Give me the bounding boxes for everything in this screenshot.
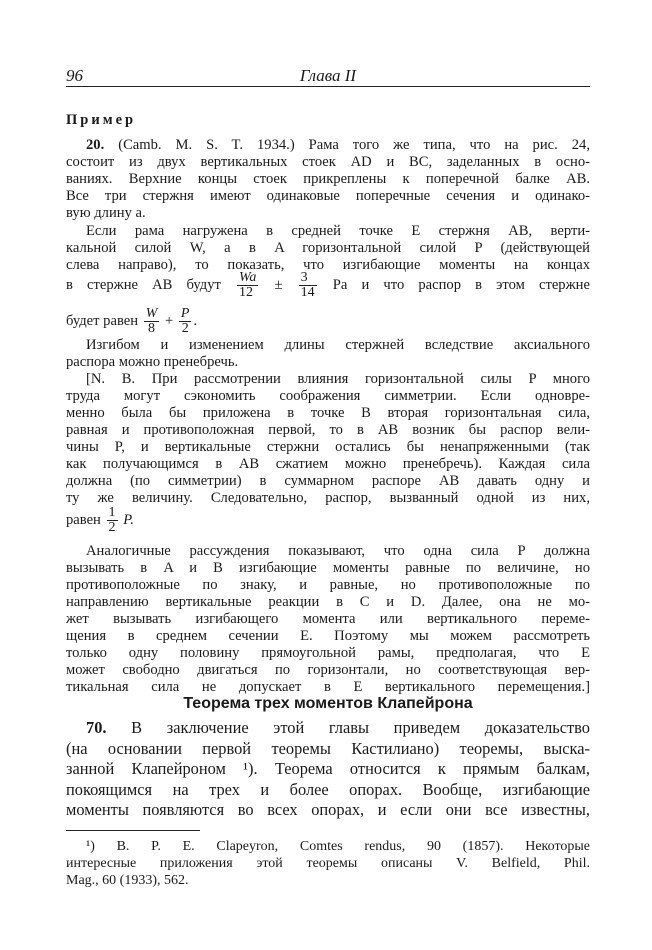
moment-prefix: в стержне AB будут <box>66 277 221 293</box>
fraction-1-2: $\frac{1}{2}$ <box>108 505 116 536</box>
analog-line: противоположные по знаку, и равные, но противоположные по <box>66 577 590 593</box>
header-rule <box>66 86 590 87</box>
problem-line: 20. (Camb. M. S. T. 1934.) Рама того же типа, что на рис. 24, <box>86 137 590 153</box>
page-number: 96 <box>66 66 83 85</box>
section-number: 70. <box>86 718 107 737</box>
section-line: моменты появляются во всех опорах, и если они все известны, <box>66 800 590 819</box>
neglect-line: распора можно пренебречь. <box>66 354 239 370</box>
fraction-wa-12: $\frac{Wa}{12}$ <box>239 270 257 301</box>
footnote-line: ¹) B. P. E. Clapeyron, Comtes rendus, 90 (1857). Некоторые <box>86 839 590 854</box>
section-line: покоящимся на трех и более опорах. Вообще, изгибающие <box>66 779 590 799</box>
nb-line: равная и противоположная первой, то в AB возник бы распор вели- <box>66 422 590 438</box>
nb-line: чины P, и вертикальные стержни остались бы ненапряженными (так <box>66 439 590 455</box>
thrust-formula-line: будет равен $\frac{W}{8}$ + $\frac{P}{2}$ . <box>66 306 198 337</box>
nb-line: труда могут сэкономить соображения симметрии. Если одновре- <box>66 388 590 404</box>
footnote-rule <box>66 830 200 831</box>
problem-line: ваниях. Верхние концы стоек прикреплены к поперечной балке AB. <box>66 171 590 187</box>
running-header <box>66 62 590 88</box>
analog-line: направлению вертикальные реакции в C и D. Далее, она не мо- <box>66 594 590 610</box>
analog-line: Аналогичные рассуждения показывают, что одна сила P должна <box>86 543 590 559</box>
problem-line: состоит из двух вертикальных стоек AD и BC, заделанных в осно- <box>66 154 590 170</box>
analog-line: щения в среднем сечении E. Поэтому мы можем рассмотреть <box>66 628 590 644</box>
half-suffix: P. <box>123 512 134 528</box>
page <box>66 62 590 88</box>
moment-formula-line <box>66 270 590 300</box>
neglect-line: Изгибом и изменением длины стержней вследствие аксиального <box>86 337 590 353</box>
section-line: 70. В заключение этой главы приведем доказательство <box>86 718 590 737</box>
nb-line: должна (по симметрии) в суммарном распоре AB давать одну и <box>66 473 590 489</box>
example-label: Пример <box>66 112 137 128</box>
problem-number: 20. <box>86 137 105 153</box>
analog-paragraph <box>66 543 590 696</box>
section-heading: Теорема трех моментов Клапейрона <box>183 695 473 712</box>
analog-line: жет вызывать изгибающего момента или вертикального переме- <box>66 611 590 627</box>
load-paragraph <box>66 223 590 274</box>
section-body <box>66 718 590 821</box>
footnote-line: интересные приложения этой теоремы описаны V. Belfield, Phil. <box>66 856 590 871</box>
nb-paragraph <box>66 371 590 507</box>
thrust-prefix: будет равен <box>66 313 139 329</box>
load-line: кальной силой W, а в A горизонтальной силой P (действующей <box>66 240 590 256</box>
problem-statement <box>66 137 590 222</box>
load-line: слева направо), то показать, что изгибающие моменты на концах <box>66 257 590 273</box>
fraction-p-2: $\frac{P}{2}$ <box>180 306 190 337</box>
fraction-3-14: $\frac{3}{14}$ <box>300 270 315 301</box>
analog-line: может свободно двигаться по горизонтали, но соответствующая вер- <box>66 662 590 678</box>
half-prefix: равен <box>66 512 101 528</box>
analog-line: вызывать в A и B изгибающие моменты равные по величине, но <box>66 560 590 576</box>
analog-line: только одну половину прямоугольной рамы, предполагая, что E <box>66 645 590 661</box>
plus-sign: + <box>165 313 174 329</box>
nb-line: ту же величину. Следовательно, распор, вызванный одной из них, <box>66 490 590 506</box>
fraction-w-8: $\frac{W}{8}$ <box>145 306 158 337</box>
footnote <box>66 838 590 889</box>
load-line: Если рама нагружена в средней точке E стержня AB, верти- <box>86 223 590 239</box>
footnote-line: Mag., 60 (1933), 562. <box>66 873 189 888</box>
moment-suffix: Pa и что распор в этом стержне <box>332 277 590 293</box>
nb-line: как получающимся в AB сжатием можно пренебречь). Каждая сила <box>66 456 590 472</box>
chapter-title: Глава II <box>299 66 357 85</box>
nb-line: менно была бы приложена в точке B вторая горизонтальная сила, <box>66 405 590 421</box>
analog-line: тикальная сила не допускает в E вертикального перемещения.] <box>66 679 590 695</box>
half-formula-line <box>66 505 590 535</box>
section-line: (на основании первой теоремы Кастилиано) теоремы, выска- <box>66 738 590 758</box>
plus-minus-sign: ± <box>274 277 283 293</box>
problem-line: вую длину a. <box>66 205 146 221</box>
problem-line: Все три стержня имеют одинаковые поперечные сечения и одинако- <box>66 188 590 204</box>
nb-line: [N. B. При рассмотрении влияния горизонтальной силы P много <box>86 371 590 387</box>
neglect-paragraph <box>66 337 590 371</box>
section-line: занной Клапейроном ¹). Теорема относится к прямым балкам, <box>66 759 590 778</box>
